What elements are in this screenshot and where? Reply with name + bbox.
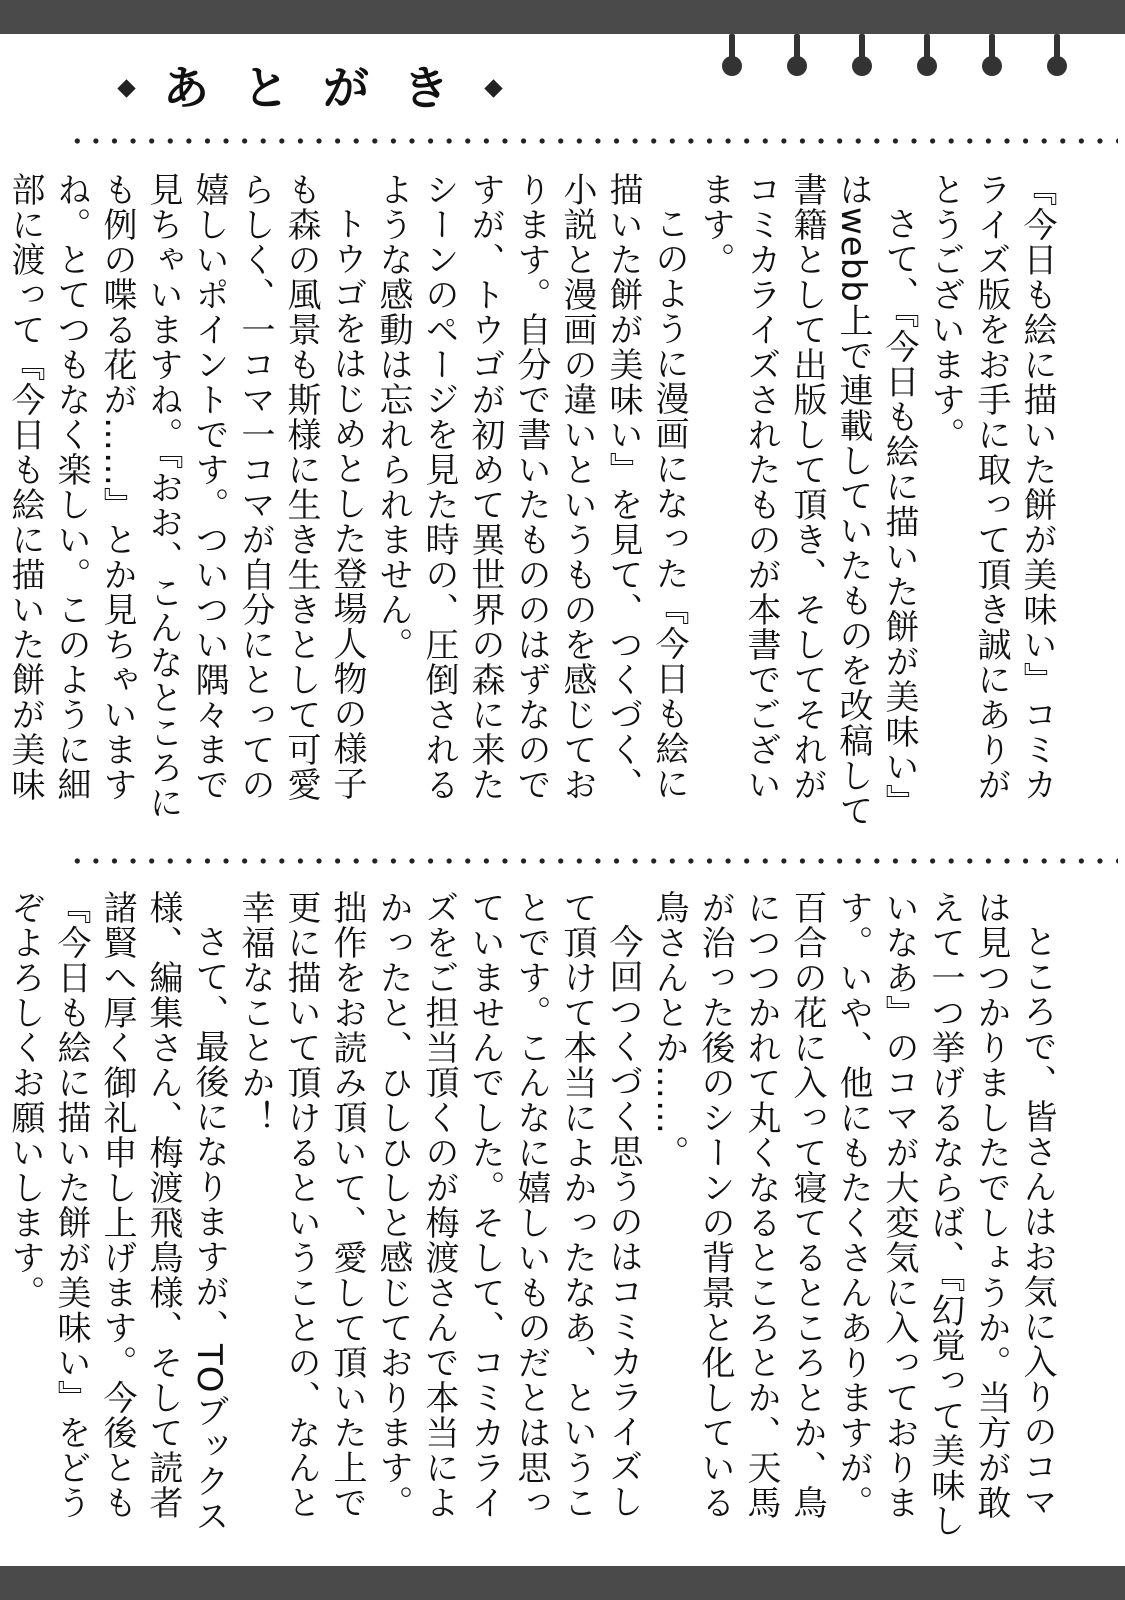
paragraph: 今回つくづく思うのはコミカライズして頂けて本当によかったなあ、ということです。こんなに嬉しいものだとは思っていませんでした。そして、コミカライズをご担当頂くのが梅渡さんで本当によかったと、ひしひしと感じております。拙作をお読み頂いて、愛して頂いた上で更に描いて頂けるということの、なんと幸福なことか！ (235, 890, 643, 1520)
paragraph: さて、『今日も絵に描いた餅が美味い』はwebb上で連載していたものを改稿して書籍として出版して頂き、そしてそれがコミカライズされたものが本書でございます。 (695, 172, 919, 828)
paragraph: 『今日も絵に描いた餅が美味い』コミカライズ版をお手に取って頂き誠にありがとうございます。 (925, 172, 1057, 802)
afterword-section-top (5, 172, 1060, 832)
binder-ring-icon (722, 34, 742, 76)
binder-rings (722, 34, 1067, 84)
page-title: あとがき (163, 61, 483, 115)
bottom-bar (0, 1566, 1125, 1600)
diamond-icon (484, 79, 502, 97)
paragraph: ところで、皆さんはお気に入りのコマは見つかりましたでしょうか。当方が敢えて一つ挙げるならば、『幻覚って美味しいなあ』のコマが大変気に入っております。いや、他にもたくさんありますが。百合の花に入って寝てるところとか、鳥につつかれて丸くなるところとか、天馬が治った後のシーンの背景と化している鳥さんとか……。 (649, 890, 1057, 1538)
page-header (120, 56, 500, 120)
paragraph: さて、最後になりますが、TOブックス様、編集さん、梅渡飛鳥様、そして読者諸賢へ厚く御礼申し上げます。今後とも『今日も絵に描いた餅が美味い』をどうぞよろしくお願いします。 (5, 890, 229, 1534)
paragraph: このように漫画になった『今日も絵に描いた餅が美味い』を見て、つくづく、小説と漫画の違いというものを感じております。自分で書いたもののはずなのですが、トウゴが初めて異世界の森に来たシーンのページを見た時の、圧倒されるような感動は忘れられません。 (373, 172, 689, 802)
top-bar (0, 0, 1125, 34)
binder-ring-icon (982, 34, 1002, 76)
binder-ring-icon (787, 34, 807, 76)
binder-ring-icon (852, 34, 872, 76)
afterword-section-bottom (5, 890, 1060, 1550)
diamond-icon (117, 79, 135, 97)
dotted-divider-top (68, 138, 1118, 144)
paragraph: トウゴをはじめとした登場人物の様子も森の風景も斯様に生き生きとして可愛らしく、一コマ一コマが自分にとっての嬉しいポイントです。ついつい隅々まで見ちゃいますね。『おお、こんなところにも例の喋る花が……』とか見ちゃいますね。とてつもなく楽しい。このように細部に渡って『今日も絵に描いた餅が美味 (5, 172, 367, 820)
binder-ring-icon (1047, 34, 1067, 76)
dotted-divider-middle (68, 858, 1118, 864)
binder-ring-icon (917, 34, 937, 76)
